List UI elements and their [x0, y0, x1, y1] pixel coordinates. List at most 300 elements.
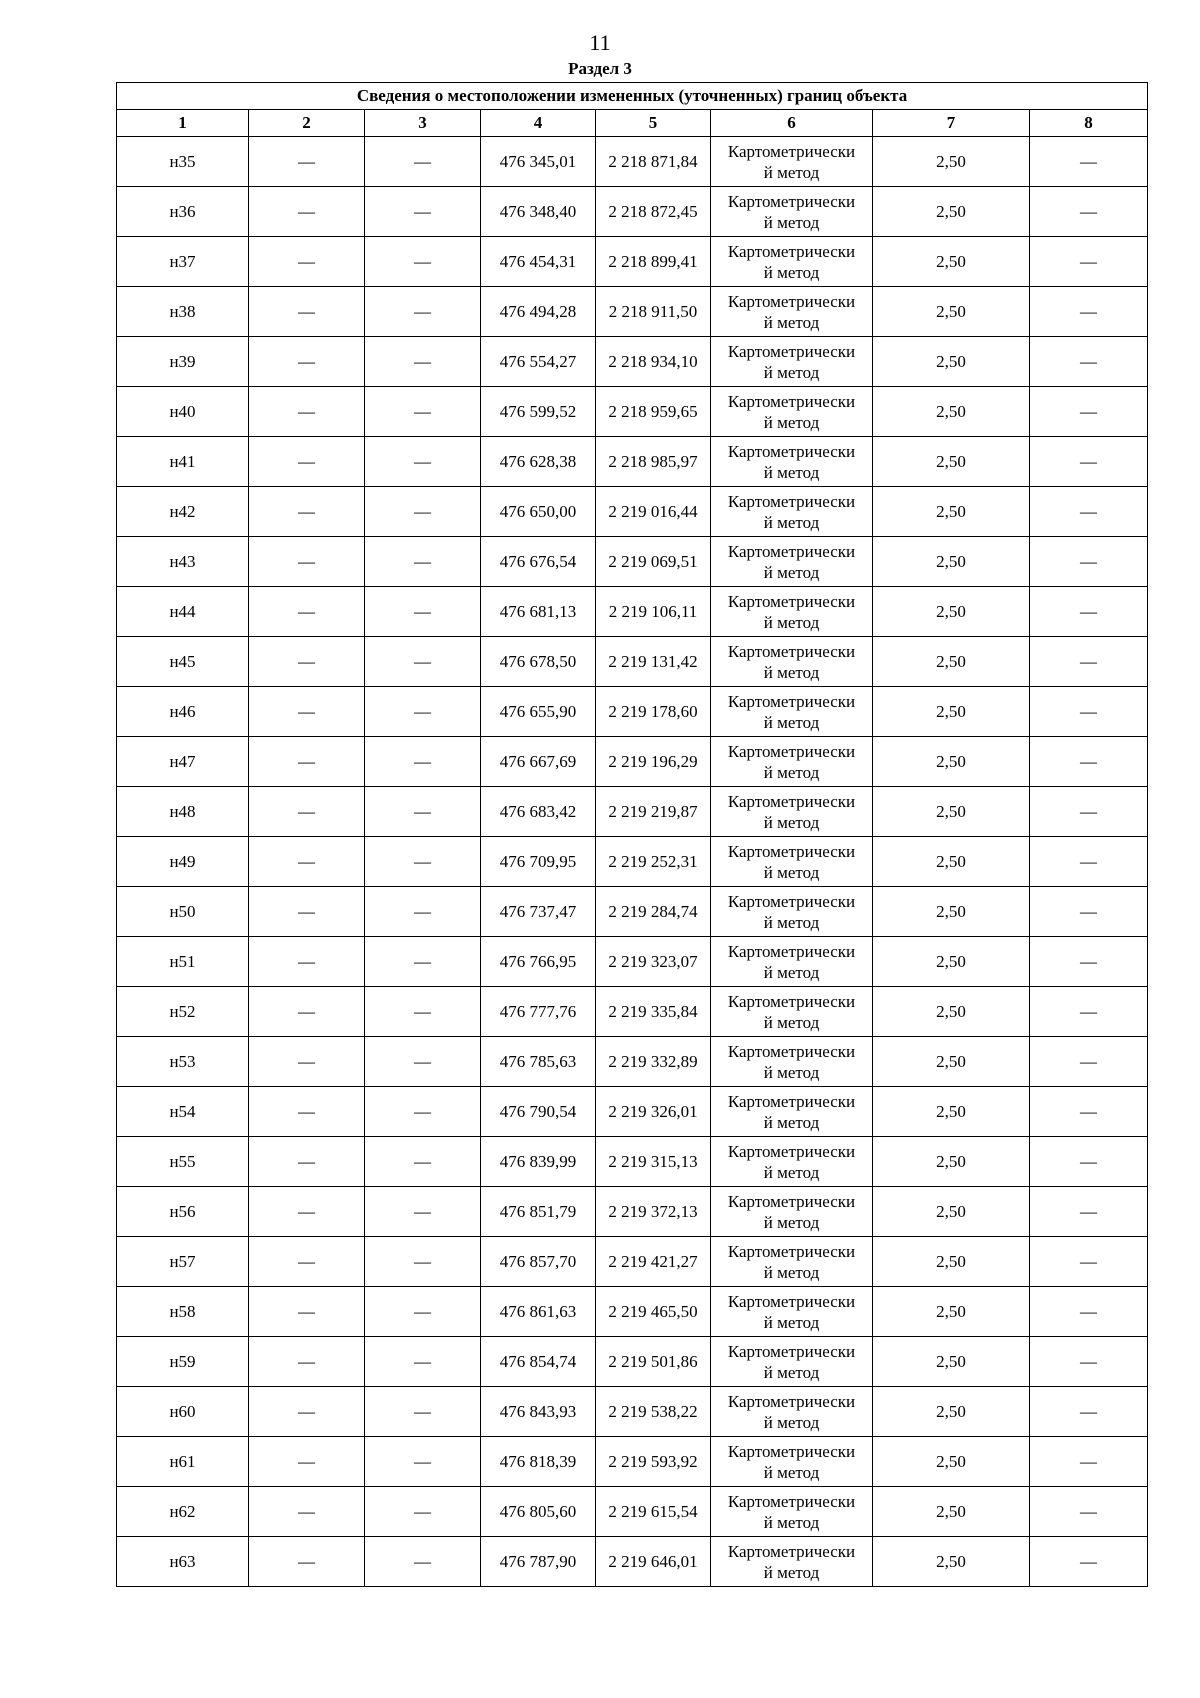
point-label-cell: н52 [117, 987, 249, 1037]
method-text-line: Картометрически [727, 641, 856, 661]
method-text-line: Картометрически [727, 1541, 856, 1561]
method-cell [711, 1037, 873, 1087]
point-label-cell: н35 [117, 137, 249, 187]
empty-dash-cell: — [365, 437, 481, 487]
table-row [117, 537, 1148, 587]
empty-dash-cell: — [1030, 637, 1148, 687]
y-coordinate-cell: 2 219 284,74 [596, 887, 711, 937]
method-cell [711, 887, 873, 937]
method-text-line: й метод [763, 262, 820, 282]
empty-dash-cell: — [249, 487, 365, 537]
method-text-line: Картометрически [727, 591, 856, 611]
x-coordinate-cell: 476 785,63 [481, 1037, 596, 1087]
empty-dash-cell: — [249, 1287, 365, 1337]
accuracy-cell: 2,50 [873, 1487, 1030, 1537]
point-label-cell: н63 [117, 1537, 249, 1587]
empty-dash-cell: — [249, 237, 365, 287]
accuracy-cell: 2,50 [873, 937, 1030, 987]
table-row [117, 837, 1148, 887]
method-cell [711, 1387, 873, 1437]
method-text-line: й метод [763, 962, 820, 982]
empty-dash-cell: — [1030, 487, 1148, 537]
table-row [117, 987, 1148, 1037]
method-cell [711, 1237, 873, 1287]
method-text-line: Картометрически [727, 1041, 856, 1061]
empty-dash-cell: — [1030, 1137, 1148, 1187]
empty-dash-cell: — [249, 1537, 365, 1587]
empty-dash-cell: — [249, 737, 365, 787]
empty-dash-cell: — [365, 1487, 481, 1537]
method-text-line: й метод [763, 1512, 820, 1532]
empty-dash-cell: — [1030, 937, 1148, 987]
x-coordinate-cell: 476 454,31 [481, 237, 596, 287]
method-text-line: й метод [763, 1562, 820, 1582]
x-coordinate-cell: 476 851,79 [481, 1187, 596, 1237]
accuracy-cell: 2,50 [873, 887, 1030, 937]
accuracy-cell: 2,50 [873, 1137, 1030, 1187]
empty-dash-cell: — [249, 837, 365, 887]
x-coordinate-cell: 476 818,39 [481, 1437, 596, 1487]
method-text-line: Картометрически [727, 991, 856, 1011]
point-label-cell: н62 [117, 1487, 249, 1537]
table-row [117, 737, 1148, 787]
y-coordinate-cell: 2 219 252,31 [596, 837, 711, 887]
method-text-line: Картометрически [727, 191, 856, 211]
empty-dash-cell: — [249, 1037, 365, 1087]
empty-dash-cell: — [365, 587, 481, 637]
empty-dash-cell: — [365, 1087, 481, 1137]
table-row [117, 637, 1148, 687]
method-text-line: й метод [763, 1412, 820, 1432]
method-text-line: й метод [763, 162, 820, 182]
point-label-cell: н50 [117, 887, 249, 937]
table-body [117, 137, 1148, 1587]
method-text-line: й метод [763, 812, 820, 832]
accuracy-cell: 2,50 [873, 837, 1030, 887]
method-text-line: й метод [763, 1012, 820, 1032]
empty-dash-cell: — [249, 1387, 365, 1437]
y-coordinate-cell: 2 219 593,92 [596, 1437, 711, 1487]
empty-dash-cell: — [1030, 1487, 1148, 1537]
table-row [117, 1137, 1148, 1187]
empty-dash-cell: — [1030, 537, 1148, 587]
accuracy-cell: 2,50 [873, 487, 1030, 537]
method-text-line: Картометрически [727, 441, 856, 461]
y-coordinate-cell: 2 219 465,50 [596, 1287, 711, 1337]
method-cell [711, 187, 873, 237]
method-text-line: й метод [763, 1112, 820, 1132]
point-label-cell: н38 [117, 287, 249, 337]
x-coordinate-cell: 476 843,93 [481, 1387, 596, 1437]
method-text-line: й метод [763, 462, 820, 482]
method-text-line: Картометрически [727, 1141, 856, 1161]
x-coordinate-cell: 476 854,74 [481, 1337, 596, 1387]
x-coordinate-cell: 476 494,28 [481, 287, 596, 337]
x-coordinate-cell: 476 345,01 [481, 137, 596, 187]
method-text-line: Картометрически [727, 491, 856, 511]
empty-dash-cell: — [365, 1337, 481, 1387]
method-cell [711, 1487, 873, 1537]
method-text-line: й метод [763, 212, 820, 232]
empty-dash-cell: — [1030, 1287, 1148, 1337]
x-coordinate-cell: 476 839,99 [481, 1137, 596, 1187]
accuracy-cell: 2,50 [873, 1287, 1030, 1337]
point-label-cell: н60 [117, 1387, 249, 1437]
empty-dash-cell: — [365, 187, 481, 237]
empty-dash-cell: — [1030, 137, 1148, 187]
method-cell [711, 1537, 873, 1587]
x-coordinate-cell: 476 676,54 [481, 537, 596, 587]
method-text-line: й метод [763, 1312, 820, 1332]
empty-dash-cell: — [1030, 1337, 1148, 1387]
method-cell [711, 1437, 873, 1487]
empty-dash-cell: — [1030, 887, 1148, 937]
method-text-line: Картометрически [727, 241, 856, 261]
method-text-line: Картометрически [727, 941, 856, 961]
empty-dash-cell: — [1030, 737, 1148, 787]
table-row [117, 237, 1148, 287]
x-coordinate-cell: 476 861,63 [481, 1287, 596, 1337]
y-coordinate-cell: 2 219 131,42 [596, 637, 711, 687]
y-coordinate-cell: 2 218 871,84 [596, 137, 711, 187]
empty-dash-cell: — [249, 987, 365, 1037]
empty-dash-cell: — [249, 187, 365, 237]
method-cell [711, 787, 873, 837]
point-label-cell: н45 [117, 637, 249, 687]
accuracy-cell: 2,50 [873, 1337, 1030, 1387]
empty-dash-cell: — [365, 1437, 481, 1487]
empty-dash-cell: — [1030, 987, 1148, 1037]
method-text-line: Картометрически [727, 1291, 856, 1311]
method-text-line: й метод [763, 1262, 820, 1282]
method-cell [711, 1137, 873, 1187]
method-text-line: й метод [763, 1212, 820, 1232]
x-coordinate-cell: 476 678,50 [481, 637, 596, 687]
accuracy-cell: 2,50 [873, 687, 1030, 737]
method-text-line: Картометрически [727, 1091, 856, 1111]
x-coordinate-cell: 476 737,47 [481, 887, 596, 937]
method-text-line: Картометрически [727, 841, 856, 861]
empty-dash-cell: — [249, 887, 365, 937]
accuracy-cell: 2,50 [873, 287, 1030, 337]
x-coordinate-cell: 476 348,40 [481, 187, 596, 237]
column-header: 4 [481, 110, 596, 137]
x-coordinate-cell: 476 709,95 [481, 837, 596, 887]
method-text-line: Картометрически [727, 1241, 856, 1261]
empty-dash-cell: — [365, 337, 481, 387]
accuracy-cell: 2,50 [873, 1087, 1030, 1137]
x-coordinate-cell: 476 655,90 [481, 687, 596, 737]
method-cell [711, 437, 873, 487]
method-cell [711, 987, 873, 1037]
method-text-line: Картометрически [727, 1441, 856, 1461]
y-coordinate-cell: 2 218 959,65 [596, 387, 711, 437]
accuracy-cell: 2,50 [873, 1387, 1030, 1437]
method-text-line: Картометрически [727, 341, 856, 361]
point-label-cell: н43 [117, 537, 249, 587]
method-cell [711, 287, 873, 337]
column-header: 5 [596, 110, 711, 137]
empty-dash-cell: — [1030, 1437, 1148, 1487]
point-label-cell: н40 [117, 387, 249, 437]
point-label-cell: н41 [117, 437, 249, 487]
x-coordinate-cell: 476 628,38 [481, 437, 596, 487]
empty-dash-cell: — [249, 1087, 365, 1137]
y-coordinate-cell: 2 218 899,41 [596, 237, 711, 287]
empty-dash-cell: — [249, 587, 365, 637]
accuracy-cell: 2,50 [873, 987, 1030, 1037]
empty-dash-cell: — [249, 337, 365, 387]
method-cell [711, 637, 873, 687]
y-coordinate-cell: 2 219 315,13 [596, 1137, 711, 1187]
empty-dash-cell: — [249, 1437, 365, 1487]
method-cell [711, 837, 873, 887]
empty-dash-cell: — [249, 1337, 365, 1387]
accuracy-cell: 2,50 [873, 237, 1030, 287]
table-row [117, 1287, 1148, 1337]
column-header-row [117, 110, 1148, 137]
table-row [117, 1537, 1148, 1587]
table-row [117, 1337, 1148, 1387]
point-label-cell: н56 [117, 1187, 249, 1237]
empty-dash-cell: — [1030, 837, 1148, 887]
boundary-coordinates-table [116, 82, 1148, 1587]
method-text-line: й метод [763, 712, 820, 732]
empty-dash-cell: — [249, 287, 365, 337]
column-header: 6 [711, 110, 873, 137]
method-text-line: й метод [763, 1062, 820, 1082]
accuracy-cell: 2,50 [873, 1437, 1030, 1487]
accuracy-cell: 2,50 [873, 1537, 1030, 1587]
point-label-cell: н51 [117, 937, 249, 987]
method-text-line: Картометрически [727, 691, 856, 711]
method-text-line: Картометрически [727, 891, 856, 911]
point-label-cell: н44 [117, 587, 249, 637]
point-label-cell: н61 [117, 1437, 249, 1487]
x-coordinate-cell: 476 857,70 [481, 1237, 596, 1287]
accuracy-cell: 2,50 [873, 1037, 1030, 1087]
x-coordinate-cell: 476 650,00 [481, 487, 596, 537]
empty-dash-cell: — [1030, 1187, 1148, 1237]
x-coordinate-cell: 476 790,54 [481, 1087, 596, 1137]
point-label-cell: н49 [117, 837, 249, 887]
method-cell [711, 937, 873, 987]
empty-dash-cell: — [365, 787, 481, 837]
method-cell [711, 1287, 873, 1337]
table-row [117, 1037, 1148, 1087]
x-coordinate-cell: 476 683,42 [481, 787, 596, 837]
accuracy-cell: 2,50 [873, 137, 1030, 187]
empty-dash-cell: — [1030, 1537, 1148, 1587]
method-text-line: й метод [763, 362, 820, 382]
method-text-line: Картометрически [727, 141, 856, 161]
empty-dash-cell: — [249, 937, 365, 987]
table-row [117, 437, 1148, 487]
method-text-line: й метод [763, 612, 820, 632]
y-coordinate-cell: 2 218 911,50 [596, 287, 711, 337]
empty-dash-cell: — [1030, 237, 1148, 287]
empty-dash-cell: — [365, 987, 481, 1037]
empty-dash-cell: — [365, 487, 481, 537]
method-text-line: й метод [763, 762, 820, 782]
table-caption: Сведения о местоположении измененных (уточненных) границ объекта [117, 83, 1148, 110]
method-text-line: Картометрически [727, 1391, 856, 1411]
y-coordinate-cell: 2 219 646,01 [596, 1537, 711, 1587]
table-row [117, 687, 1148, 737]
y-coordinate-cell: 2 218 934,10 [596, 337, 711, 387]
empty-dash-cell: — [365, 387, 481, 437]
empty-dash-cell: — [249, 1137, 365, 1187]
method-cell [711, 487, 873, 537]
method-text-line: Картометрически [727, 1491, 856, 1511]
empty-dash-cell: — [365, 837, 481, 887]
table-row [117, 487, 1148, 537]
x-coordinate-cell: 476 777,76 [481, 987, 596, 1037]
point-label-cell: н36 [117, 187, 249, 237]
x-coordinate-cell: 476 681,13 [481, 587, 596, 637]
empty-dash-cell: — [365, 1187, 481, 1237]
empty-dash-cell: — [249, 1237, 365, 1287]
column-header: 2 [249, 110, 365, 137]
method-text-line: Картометрически [727, 741, 856, 761]
empty-dash-cell: — [365, 1387, 481, 1437]
method-cell [711, 1087, 873, 1137]
empty-dash-cell: — [1030, 787, 1148, 837]
y-coordinate-cell: 2 219 196,29 [596, 737, 711, 787]
x-coordinate-cell: 476 766,95 [481, 937, 596, 987]
method-cell [711, 687, 873, 737]
empty-dash-cell: — [365, 1137, 481, 1187]
point-label-cell: н39 [117, 337, 249, 387]
x-coordinate-cell: 476 599,52 [481, 387, 596, 437]
method-text-line: Картометрически [727, 791, 856, 811]
method-cell [711, 237, 873, 287]
table-row [117, 1087, 1148, 1137]
empty-dash-cell: — [249, 387, 365, 437]
point-label-cell: н48 [117, 787, 249, 837]
method-cell [711, 387, 873, 437]
y-coordinate-cell: 2 219 615,54 [596, 1487, 711, 1537]
method-text-line: Картометрически [727, 391, 856, 411]
method-text-line: й метод [763, 1162, 820, 1182]
y-coordinate-cell: 2 218 872,45 [596, 187, 711, 237]
table-row [117, 387, 1148, 437]
page-number: 11 [589, 30, 611, 55]
table-row [117, 937, 1148, 987]
method-cell [711, 587, 873, 637]
method-text-line: Картометрически [727, 1341, 856, 1361]
accuracy-cell: 2,50 [873, 187, 1030, 237]
empty-dash-cell: — [1030, 437, 1148, 487]
y-coordinate-cell: 2 219 178,60 [596, 687, 711, 737]
method-text-line: й метод [763, 912, 820, 932]
section-title: Раздел 3 [568, 59, 632, 78]
method-text-line: й метод [763, 312, 820, 332]
method-text-line: й метод [763, 412, 820, 432]
y-coordinate-cell: 2 219 069,51 [596, 537, 711, 587]
table-row [117, 1487, 1148, 1537]
method-text-line: й метод [763, 662, 820, 682]
y-coordinate-cell: 2 219 016,44 [596, 487, 711, 537]
accuracy-cell: 2,50 [873, 537, 1030, 587]
empty-dash-cell: — [1030, 337, 1148, 387]
x-coordinate-cell: 476 667,69 [481, 737, 596, 787]
empty-dash-cell: — [249, 137, 365, 187]
table-row [117, 1237, 1148, 1287]
table-row [117, 587, 1148, 637]
table-row [117, 1387, 1148, 1437]
x-coordinate-cell: 476 787,90 [481, 1537, 596, 1587]
point-label-cell: н46 [117, 687, 249, 737]
table-row [117, 1187, 1148, 1237]
empty-dash-cell: — [249, 1187, 365, 1237]
point-label-cell: н37 [117, 237, 249, 287]
empty-dash-cell: — [365, 1287, 481, 1337]
empty-dash-cell: — [365, 637, 481, 687]
method-text-line: й метод [763, 862, 820, 882]
table-caption-row [117, 83, 1148, 110]
column-header: 3 [365, 110, 481, 137]
empty-dash-cell: — [1030, 387, 1148, 437]
method-cell [711, 1187, 873, 1237]
empty-dash-cell: — [249, 1487, 365, 1537]
table-row [117, 787, 1148, 837]
method-cell [711, 737, 873, 787]
empty-dash-cell: — [1030, 1387, 1148, 1437]
table-row [117, 137, 1148, 187]
y-coordinate-cell: 2 218 985,97 [596, 437, 711, 487]
y-coordinate-cell: 2 219 323,07 [596, 937, 711, 987]
empty-dash-cell: — [1030, 687, 1148, 737]
empty-dash-cell: — [365, 237, 481, 287]
method-text-line: Картометрически [727, 541, 856, 561]
accuracy-cell: 2,50 [873, 587, 1030, 637]
point-label-cell: н59 [117, 1337, 249, 1387]
y-coordinate-cell: 2 219 372,13 [596, 1187, 711, 1237]
method-text-line: Картометрически [727, 291, 856, 311]
empty-dash-cell: — [365, 137, 481, 187]
empty-dash-cell: — [1030, 1087, 1148, 1137]
empty-dash-cell: — [1030, 1237, 1148, 1287]
y-coordinate-cell: 2 219 326,01 [596, 1087, 711, 1137]
accuracy-cell: 2,50 [873, 337, 1030, 387]
accuracy-cell: 2,50 [873, 787, 1030, 837]
empty-dash-cell: — [249, 687, 365, 737]
method-cell [711, 537, 873, 587]
empty-dash-cell: — [1030, 287, 1148, 337]
empty-dash-cell: — [365, 737, 481, 787]
empty-dash-cell: — [1030, 587, 1148, 637]
empty-dash-cell: — [365, 687, 481, 737]
y-coordinate-cell: 2 219 421,27 [596, 1237, 711, 1287]
table-row [117, 337, 1148, 387]
accuracy-cell: 2,50 [873, 637, 1030, 687]
accuracy-cell: 2,50 [873, 1187, 1030, 1237]
y-coordinate-cell: 2 219 332,89 [596, 1037, 711, 1087]
empty-dash-cell: — [249, 787, 365, 837]
empty-dash-cell: — [365, 1037, 481, 1087]
point-label-cell: н54 [117, 1087, 249, 1137]
empty-dash-cell: — [365, 1537, 481, 1587]
method-cell [711, 1337, 873, 1387]
empty-dash-cell: — [365, 937, 481, 987]
point-label-cell: н55 [117, 1137, 249, 1187]
method-text-line: й метод [763, 1462, 820, 1482]
y-coordinate-cell: 2 219 219,87 [596, 787, 711, 837]
accuracy-cell: 2,50 [873, 437, 1030, 487]
x-coordinate-cell: 476 805,60 [481, 1487, 596, 1537]
method-text-line: Картометрически [727, 1191, 856, 1211]
